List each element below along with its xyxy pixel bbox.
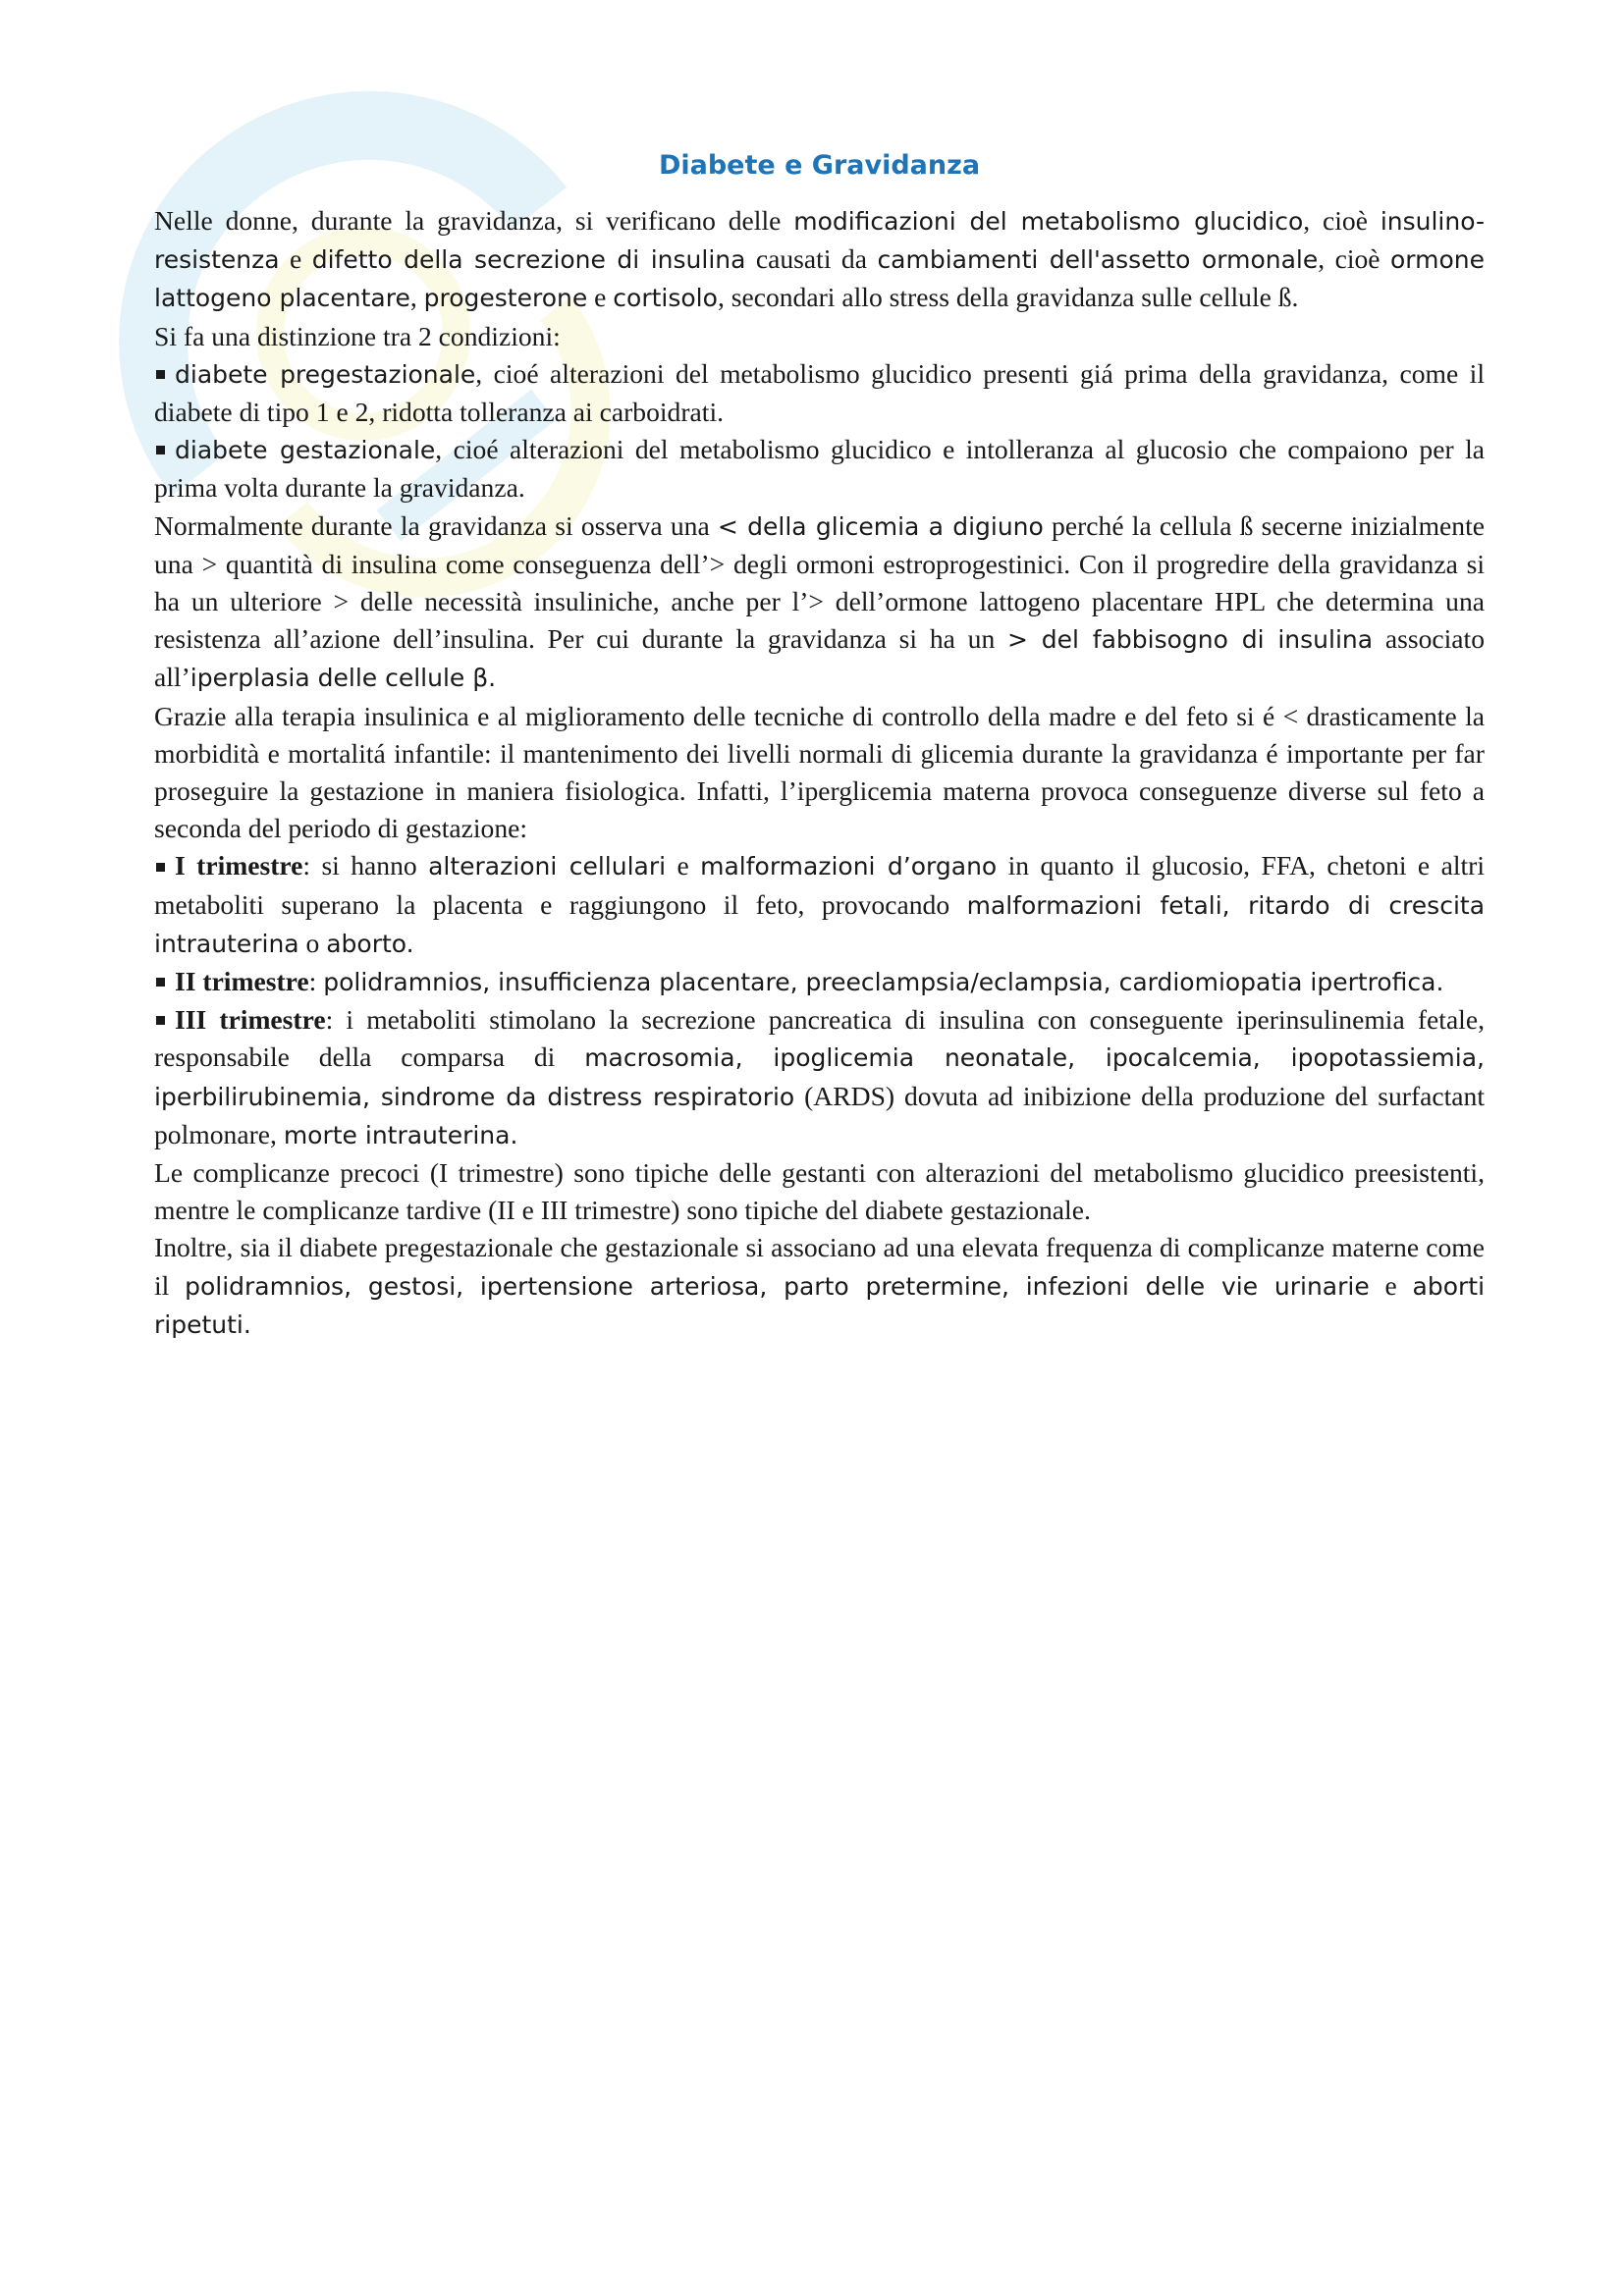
document-body [154,147,1485,1344]
list-item-first-trimester: I trimestre: si hanno alterazioni cellulari e malformazioni d’organo in quanto il glucosio, FFA, chetoni e altri metaboliti superano la placenta e raggiungono il feto, provocando malformazioni fetali, ritardo di crescita intrauterina o aborto. [154,850,1486,958]
square-bullet-icon [156,1016,165,1025]
list-item-second-trimester: II trimestre: polidramnios, insufficienza placentare, preeclampsia/eclampsia, cardiomiopatia ipertrofica. [154,963,1485,1001]
square-bullet-icon [156,978,165,987]
square-bullet-icon [156,370,165,379]
paragraph-maternal-complications: Inoltre, sia il diabete pregestazionale che gestazionale si associano ad una elevata frequenza di complicanze materne come il polidramnios, gestosi, ipertensione arteriosa, parto pretermine, infezioni delle vie urinarie e aborti ripetuti. [154,1232,1486,1339]
paragraph-complications: Le complicanze precoci (I trimestre) sono tipiche delle gestanti con alterazioni del metabolismo glucidico preesistenti, mentre le complicanze tardive (II e III trimestre) sono tipiche del diabete gestazionale. [154,1157,1485,1226]
list-item-third-trimester: III trimestre: i metaboliti stimolano la secrezione pancreatica di insulina con conseguente iperinsulinemia fetale, responsabile della comparsa di macrosomia, ipoglicemia neonatale, ipocalcemia, ipopotassiemia, iperbilirubinemia, sindrome da distress respiratorio (ARDS) dovuta ad inibizione della produzione del surfactant polmonare, morte intrauterina. [154,1004,1486,1149]
paragraph-therapy: Grazie alla terapia insulinica e al miglioramento delle tecniche di controllo della madre e del feto si é < drasticamente la morbidità e mortalitá infantile: il mantenimento dei livelli normali di glicemia durante la gravidanza é importante per far proseguire la gestazione in maniera fisiologica. Infatti, l’iperglicemia materna provoca conseguenze diverse sul feto a seconda del periodo di gestazione: [154,700,1485,844]
list-item-pregestazionale: diabete pregestazionale, cioé alterazioni del metabolismo glucidico presenti giá prima della gravidanza, come il diabete di tipo 1 e 2, ridotta tolleranza ai carboidrati. [154,357,1485,428]
square-bullet-icon [156,863,165,872]
list-item-gestazionale: diabete gestazionale, cioé alterazioni del metabolismo glucidico e intolleranza al glucosio che compaiono per la prima volta durante la gravidanza. [154,434,1485,504]
document-title: Diabete e Gravidanza [658,150,981,181]
paragraph-distinction: Si fa una distinzione tra 2 condizioni: [154,320,561,351]
square-bullet-icon [156,446,165,454]
paragraph-intro: Nelle donne, durante la gravidanza, si verificano delle modificazioni del metabolismo glucidico, cioè insulino-resistenza e difetto della secrezione di insulina causati da cambiamenti dell'assetto ormonale, cioè ormone lattogeno placentare, progesterone e cortisolo, secondari allo stress della gravidanza sulle cellule ß. [154,205,1486,313]
paragraph-normal-pregnancy: Normalmente durante la gravidanza si osserva una < della glicemia a digiuno perché la cellula ß secerne inizialmente una > quantità di insulina come conseguenza dell’> degli ormoni estroprogestinici. Con il progredire della gravidanza si ha un ulteriore > delle necessità insuliniche, anche per l’> dell’ormone lattogeno placentare HPL che determina una resistenza all’azione dell’insulina. Per cui durante la gravidanza si ha un > del fabbisogno di insulina associato all’iperplasia delle cellule β. [154,509,1485,693]
